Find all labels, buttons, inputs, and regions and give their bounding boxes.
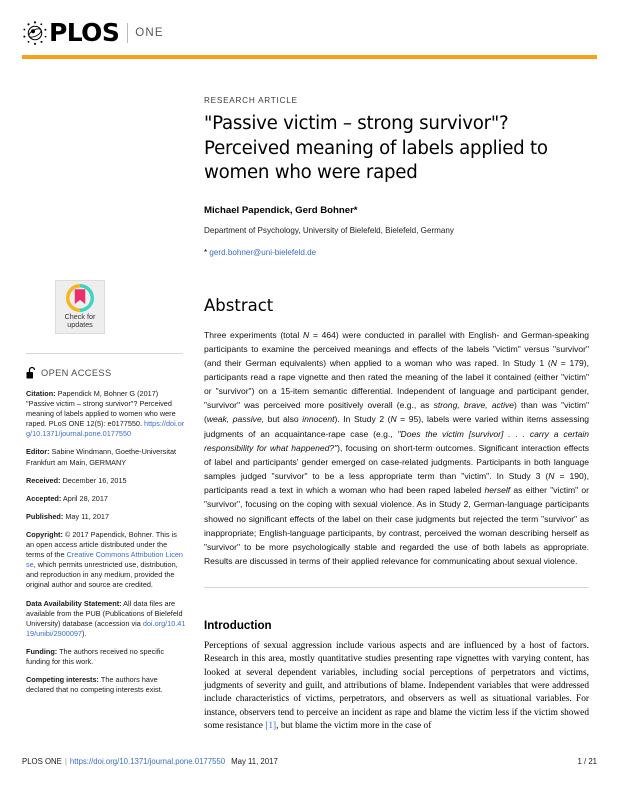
abstract-seg-4: ) than was "victim" ( [204,400,589,425]
sidebar-divider [26,353,183,354]
journal-name: ONE [135,27,164,39]
intro-seg-2: , but blame the victim more in the case of [276,720,432,731]
received-date: December 16, 2015 [60,475,127,485]
editor-label: Editor: [26,447,50,457]
introduction-body [204,640,589,733]
abstract-italic-5: innocent [302,414,335,425]
abstract-seg-6: ). In Study 2 ( [334,414,391,425]
abstract-seg-3: = 179), participants read a rape vignette and then rated the meaning of the label it contained (either "victim" or "survivor") on a 15-item semantic differential. Independent of language and participant gender, "survivor" was perceived more positively overall (e.g., as [204,357,589,411]
copyright-label: Copyright: [26,529,63,539]
data-availability-text-after: ). [82,628,87,638]
open-padlock-icon [26,366,41,380]
abstract-seg-5: but also [264,414,303,425]
accepted-date: April 28, 2017 [61,493,108,503]
accepted-block [26,494,186,504]
abstract-seg-8: ), focusing on short-term outcomes. Significant interaction effects of label and participants' gender emerged on case-related judgments. Participants in both language samples judged "survivor" to be a less appropriate term than "victim". In Study 3 ( [204,442,589,482]
citation-doi-link[interactable]: https://doi.org/10.1371/journal.pone.0177550 [26,419,185,439]
corresponding-author [204,248,589,257]
citation-label: Citation: [26,389,56,398]
copyright-block [26,530,186,591]
abstract-italic-1: N [303,329,310,340]
citation-block [26,389,186,439]
abstract-seg-1: Three experiments (total [204,329,304,340]
citation-text: Papendick M, Bohner G (2017) "Passive victim – strong survivor"? Perceived meaning of labels applied to women who were raped. PLoS ONE 12(5): e0177550. [26,389,176,429]
open-access-badge [26,366,186,380]
footer-doi-link[interactable]: https://doi.org/10.1371/journal.pone.0177550 [69,757,226,766]
published-date: May 11, 2017 [63,511,109,521]
received-label: Received: [26,475,61,485]
editor-block [26,447,186,467]
accepted-label: Accepted: [26,493,62,503]
copyright-text-before: © 2017 Papendick, Bohner. This is an open access article distributed under the terms of the [26,529,177,560]
article-type-kicker: RESEARCH ARTICLE [204,96,298,105]
article-main [204,96,589,733]
page-number: 1 / 21 [577,757,597,766]
cc-license-link[interactable]: Creative Commons Attribution License [26,550,183,570]
open-access-label: OPEN ACCESS [41,368,112,378]
data-availability-label: Data Availability Statement: [26,598,122,608]
abstract-italic-3: strong, brave, active [433,400,515,411]
funding-label: Funding: [26,646,58,656]
abstract-italic-6: N [390,414,397,425]
corresponding-marker: * [204,247,210,257]
abstract-heading: Abstract [204,295,274,315]
page-footer [22,757,597,766]
citation-reference-1[interactable]: [1] [265,720,277,731]
abstract-italic-7: "Does the victim [survivor] . . . carry a certain responsibility for what happened?" [204,428,589,453]
abstract-seg-2: = 464) were conducted in parallel with English- and German-speaking participants to examine the perceived meanings and effects of the labels "victim" versus "survivor" (and their German equivalents) when applied to a woman who was raped. In Study 1 ( [204,329,589,368]
abstract-italic-8: N [548,471,555,482]
abstract-body [204,328,589,569]
footer-journal: PLOS ONE [22,757,62,766]
data-availability-text-before: All data files are available from the PUB (Publications of Bielefeld University) database (accession via [26,598,183,628]
copyright-text-after: , which permits unrestricted use, distribution, and reproduction in any medium, provided the original author and source are credited. [26,560,178,590]
abstract-seg-10: as either "victim" or "survivor", focusing on the coping with sexual violence. As in Study 2, German-language participants showed no significant effects of the label on their case judgments but rejected the term "survivor" as inappropriate; English-language participants, by contrast, perceived the woman describing herself as "survivor" to be more psychologically stable and regarded the use of both labels as appropriate. Results are discussed in terms of their applied relevance for communicating about sexual violence. [204,485,589,566]
plos-emblem-icon [22,20,49,46]
footer-left [22,757,278,766]
accent-bar [22,55,597,59]
author-list: Michael Papendick, Gerd Bohner* [204,204,358,216]
published-label: Published: [26,511,64,521]
abstract-italic-4: weak, passive, [206,414,265,425]
editor-text: Sabine Windmann, Goethe-Universitat Frankfurt am Main, GERMANY [26,447,177,467]
check-for-updates-label: Check for updates [64,312,96,330]
abstract-italic-9: herself [484,485,511,496]
funding-text: The authors received no specific funding for this work. [26,646,165,666]
abstract-italic-2: N [550,357,557,368]
competing-interests-label: Competing interests: [26,675,99,685]
affiliation: Department of Psychology, University of Bielefeld, Bielefeld, Germany [204,225,454,235]
data-doi-link[interactable]: doi.org/10.4119/unibi/2900097 [26,618,186,638]
corresponding-email-link[interactable]: gerd.bohner@uni-bielefeld.de [209,247,317,257]
sidebar [26,280,186,703]
abstract-seg-9: = 190), participants read a text in which a woman who had been raped labeled [204,471,589,496]
competing-interests-block [26,675,186,695]
plos-wordmark: PLOS [49,18,120,47]
page-title: "Passive victim – strong survivor"? Perceived meaning of labels applied to women who were raped [204,113,548,183]
footer-date: May 11, 2017 [231,757,278,766]
check-for-updates-badge[interactable] [55,280,105,334]
introduction-heading: Introduction [204,619,272,633]
data-availability-block [26,599,186,639]
logo-divider [127,23,128,43]
received-block [26,476,186,486]
abstract-seg-7: = 95), labels were varied within items assessing judgments of an acquaintance-rape case (e.g., [204,414,589,439]
footer-separator: | [64,757,67,766]
section-divider [204,587,589,588]
published-block [26,512,186,522]
intro-seg-1: Perceptions of sexual aggression include various aspects and are influenced by a host of factors. Research in this area, mostly quantitative studies presenting rape vignettes with varying content, has looked at several dependent variables, including social perceptions of perpetrators and victims, judgments of severity and guilt, and attributions of blame. Independent variables that were addressed include characteristics of victims, perpetrators, and observers as well as situational variables. For instance, observers tend to perceive an incident as rape and blame the victim less if the victim showed some resistance [204,641,589,731]
crossmark-bookmark-icon [66,284,94,312]
competing-interests-text: The authors have declared that no competing interests exist. [26,675,163,695]
plos-logo[interactable] [22,20,164,46]
masthead [0,0,618,62]
funding-block [26,647,186,667]
